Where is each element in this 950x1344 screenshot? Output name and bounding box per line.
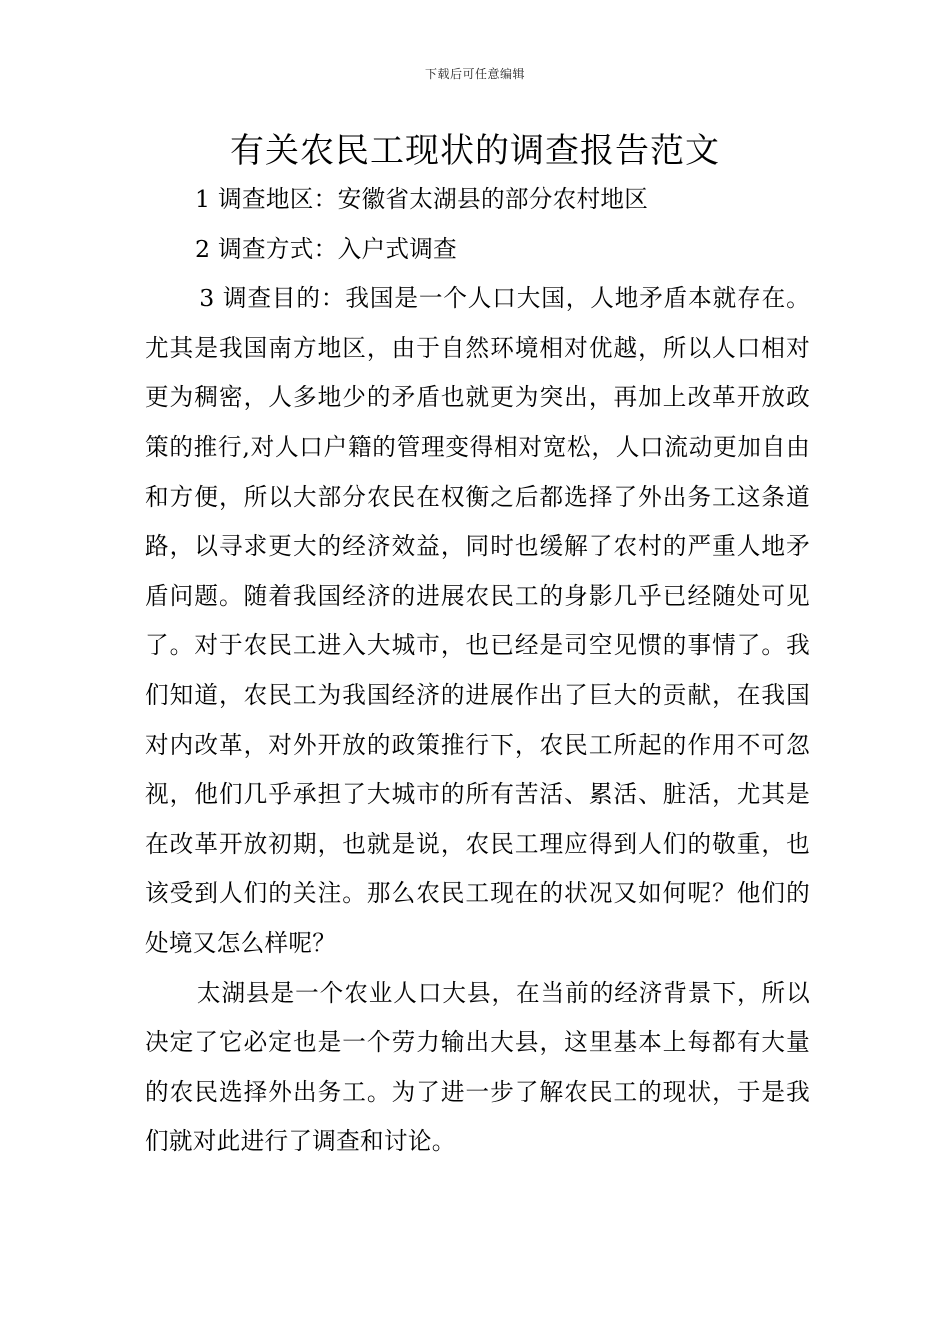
paragraph-survey-purpose: 3 调查目的：我国是一个人口大国，人地矛盾本就存在。尤其是我国南方地区，由于自然环境相对优越，所以人口相对更为稠密，人多地少的矛盾也就更为突出，再加上改革开放政策的推行,对人口户籍的管理变得相对宽松，人口流动更加自由和方便，所以大部分农民在权衡之后都选择了外出务工这条道路，以寻求更大的经济效益，同时也缓解了农村的严重人地矛盾问题。随着我国经济的进展农民工的身影几乎已经随处可见了。对于农民工进入大城市，也已经是司空见惯的事情了。我们知道，农民工为我国经济的进展作出了巨大的贡献，在我国对内改革，对外开放的政策推行下，农民工所起的作用不可忽视，他们几乎承担了大城市的所有苦活、累活、脏活，尤其是在改革开放初期，也就是说，农民工理应得到人们的敬重，也该受到人们的关注。那么农民工现在的状况又如何呢？他们的处境又怎么样呢？ xyxy=(145,284,810,957)
paragraph-taihu-county: 太湖县是一个农业人口大县，在当前的经济背景下，所以决定了它必定也是一个劳力输出大县，这里基本上每都有大量的农民选择外出务工。为了进一步了解农民工的现状，于是我们就对此进行了调查和讨论。 xyxy=(145,978,810,1156)
survey-area-line: 1 调查地区：安徽省太湖县的部分农村地区 xyxy=(195,185,649,213)
document-title: 有关农民工现状的调查报告范文 xyxy=(230,131,720,171)
survey-method-line: 2 调查方式：入户式调查 xyxy=(195,234,458,263)
header-note: 下载后可任意编辑 xyxy=(424,67,525,81)
document-body xyxy=(145,175,810,1167)
